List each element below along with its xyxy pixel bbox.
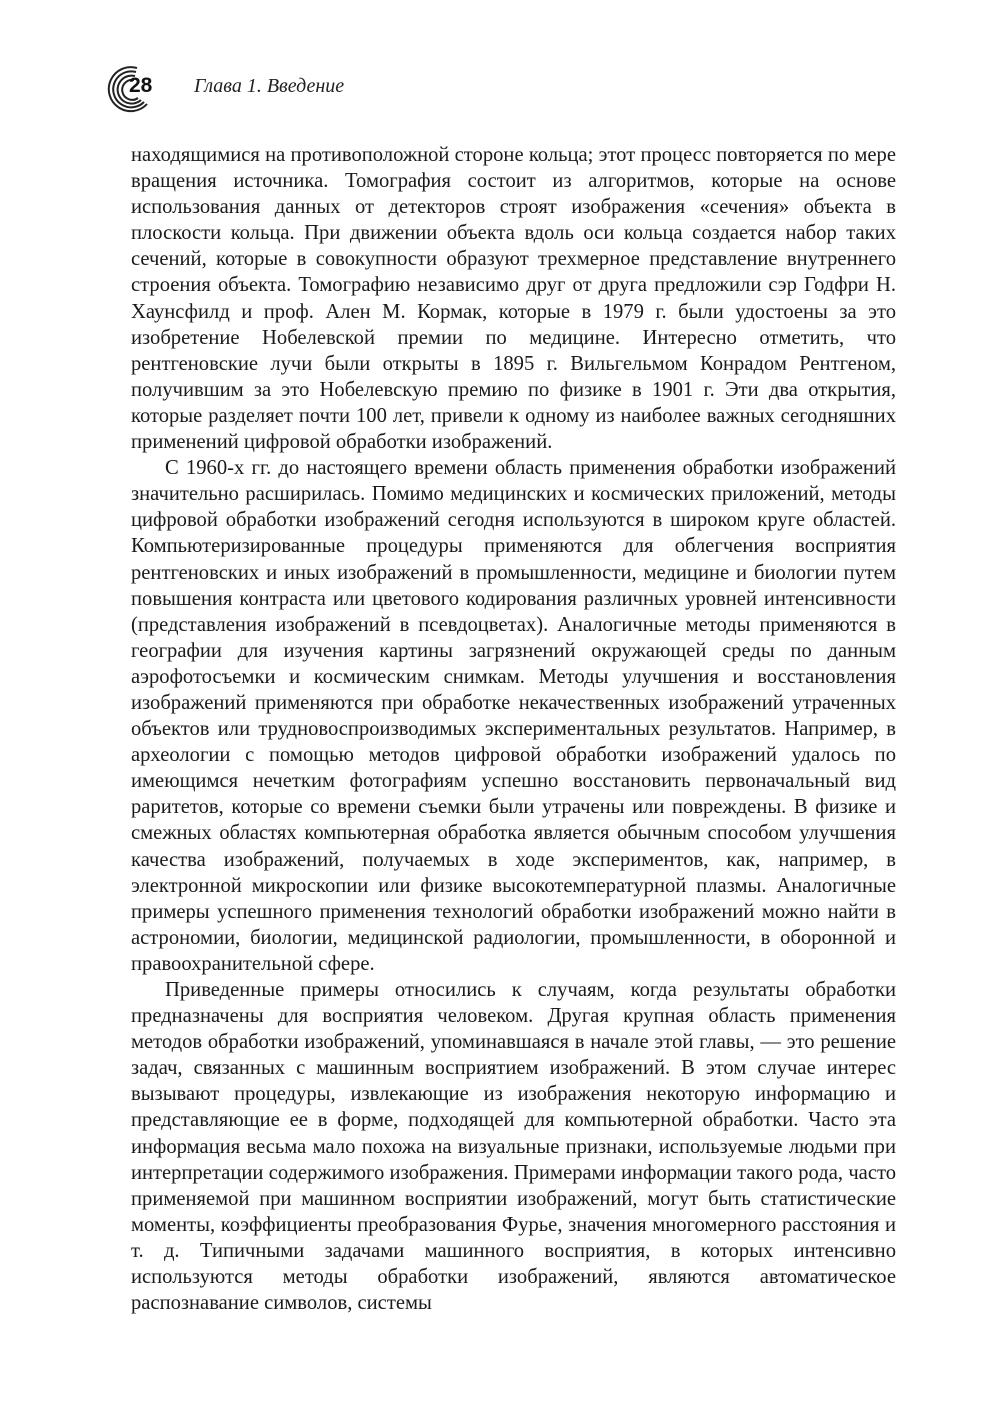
page-number: 28: [129, 74, 153, 97]
paragraph: Приведенные примеры относились к случаям, когда результаты обработки предназначены для восприятия человеком. Другая крупная область применения методов обработки изображений, упоминавшаяся в начале этой главы, — это решение задач, связанных с машинным восприятием изображений. В этом случае интерес вызывают процедуры, извлекающие из изображения некоторую информацию и представляющие ее в форме, подходящей для компьютерной обработки. Часто эта информация весьма мало похожа на визуальные признаки, используемые людьми при интерпретации содержимого изображения. Примерами информации такого рода, часто применяемой при машинном восприятии изображений, могут быть статистические моменты, коэффициенты преобразования Фурье, значения многомерного расстояния и т. д. Типичными задачами машинного восприятия, в которых интенсивно используются методы обработки изображений, являются автоматическое распознавание символов, системы: [131, 979, 896, 1315]
body-text: [131, 142, 896, 1316]
paragraph: С 1960-х гг. до настоящего времени область применения обработки изображений значительно расширилась. Помимо медицинских и космических приложений, методы цифровой обработки изображений сегодня используются в широком круге областей. Компьютеризированные процедуры применяются для облегчения восприятия рентгеновских и иных изображений в промышленности, медицине и биологии путем повышения контраста или цветового кодирования различных уровней интенсивности (представления изображений в псевдоцветах). Аналогичные методы применяются в географии для изучения картины загрязнений окружающей среды по данным аэрофотосъемки и космическим снимкам. Методы улучшения и восстановления изображений применяются при обработке некачественных изображений утраченных объектов или трудновоспроизводимых экспериментальных результатов. Например, в археологии с помощью методов цифровой обработки изображений удалось по имеющимся нечетким фотографиям успешно восстановить первоначальный вид раритетов, которые со времени съемки были утрачены или повреждены. В физике и смежных областях компьютерная обработка является обычным способом улучшения качества изображений, получаемых в ходе экспериментов, как, например, в электронной микроскопии или физике высокотемпературной плазмы. Аналогичные примеры успешного применения технологий обработки изображений можно найти в астрономии, биологии, медицинской радиологии, промышленности, в оборонной и правоохранительной сфере.: [131, 457, 896, 975]
paragraph-continuation: находящимися на противоположной стороне кольца; этот процесс повторяется по мере вращения источника. Томография состоит из алгоритмов, которые на основе использования данных от детекторов строят изображения «сечения» объекта в плоскости кольца. При движении объекта вдоль оси кольца создается набор таких сечений, которые в совокупности образуют трехмерное представление внутреннего строения объекта. Томографию независимо друг от друга предложили сэр Годфри Н. Хаунсфилд и проф. Ален М. Кормак, которые в 1979 г. были удостоены за это изобретение Нобелевской премии по медицине. Интересно отметить, что рентгеновские лучи были открыты в 1895 г. Вильгельмом Конрадом Рентгеном, получившим за это Нобелевскую премию по физике в 1901 г. Эти два открытия, которые разделяет почти 100 лет, привели к одному из наиболее важных сегодняшних применений цифровой обработки изображений.: [131, 144, 896, 454]
running-head: Глава 1. Введение: [194, 75, 345, 97]
page-header: [103, 62, 503, 112]
